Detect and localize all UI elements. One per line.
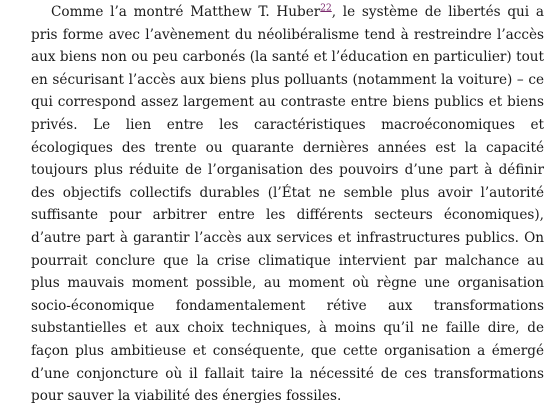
paragraph-text-after-note: , le système de libertés qui a pris forme avec l’avènement du néolibéralisme tend à restreindre l’accès aux biens non ou peu carbonés (la santé et l’éducation en particulier) tout en sécurisant l’accès aux biens plus polluants (notamment la voiture) – ce qui correspond assez largement au contraste entre biens publics et biens privés. Le lien entre les caractéristiques macroéconomiques et écologiques des trente ou quarante dernières années est la capacité toujours plus réduite de l’organisation des pouvoirs d’une part à définir des objectifs collectifs durables (l’État ne semble plus avoir l’autorité suffisante pour arbitrer entre les différents secteurs économiques), d’autre part à garantir l’accès aux services et infrastructures publics. On pourrait conclure que la crise climatique intervient par malchance au plus mauvais moment possible, au moment où règne une organisation socio-économique fondamentalement rétive aux transformations substantielles et aux choix techniques, à moins qu’il ne faille dire, de façon plus ambitieuse et conséquente, que cette organisation a émergé d’une conjoncture où il fallait taire la nécessité de ces transformations pour sauver la viabilité des énergies fossiles. — [31, 4, 544, 405]
paragraph-text-before-note: Comme l’a montré Matthew T. Huber — [51, 4, 321, 20]
footnote-reference-link[interactable]: 22 — [320, 3, 332, 14]
body-paragraph — [31, 1, 544, 408]
